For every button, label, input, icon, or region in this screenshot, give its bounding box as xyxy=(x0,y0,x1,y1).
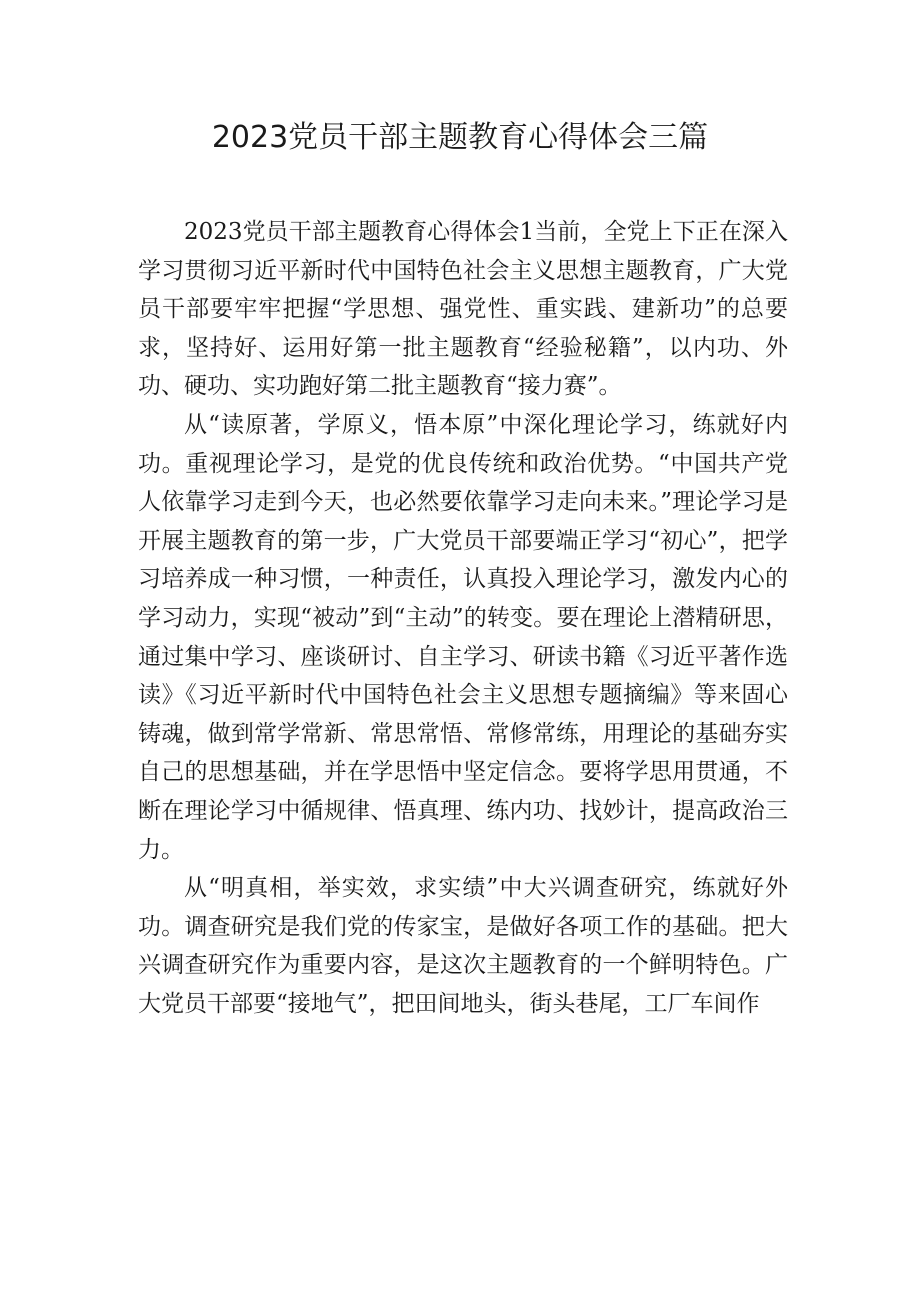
paragraph-2: 从“读原著，学原义，悟本原”中深化理论学习，练就好内功。重视理论学习，是党的优良传统和政治优势。“中国共产党人依靠学习走到今天，也必然要依靠学习走向未来。”理论学习是开展主题教育的第一步，广大党员干部要端正学习“初心”，把学习培养成一种习惯，一种责任，认真投入理论学习，激发内心的学习动力，实现“被动”到“主动”的转变。要在理论上潜精研思，通过集中学习、座谈研讨、自主学习、研读书籍《习近平著作选读》《习近平新时代中国特色社会主义思想专题摘编》等来固心铸魂，做到常学常新、常思常悟、常修常练，用理论的基础夯实自己的思想基础，并在学思悟中坚定信念。要将学思用贯通，不断在理论学习中循规律、悟真理、练内功、找妙计，提高政治三力。 xyxy=(138,411,788,863)
paragraph-3: 从“明真相，举实效，求实绩”中大兴调查研究，练就好外功。调查研究是我们党的传家宝，是做好各项工作的基础。把大兴调查研究作为重要内容，是这次主题教育的一个鲜明特色。广大党员干部要“接地气”，把田间地头，街头巷尾，工厂车间作 xyxy=(138,875,788,1017)
document-title: 2023党员干部主题教育心得体会三篇 xyxy=(211,120,709,155)
document-body xyxy=(138,213,788,1023)
paragraph-1: 2023党员干部主题教育心得体会1当前，全党上下正在深入学习贯彻习近平新时代中国特色社会主义思想主题教育，广大党员干部要牢牢把握“学思想、强党性、重实践、建新功”的总要求，坚持好、运用好第一批主题教育“经验秘籍”，以内功、外功、硬功、实功跑好第二批主题教育“接力赛”。 xyxy=(138,219,788,400)
